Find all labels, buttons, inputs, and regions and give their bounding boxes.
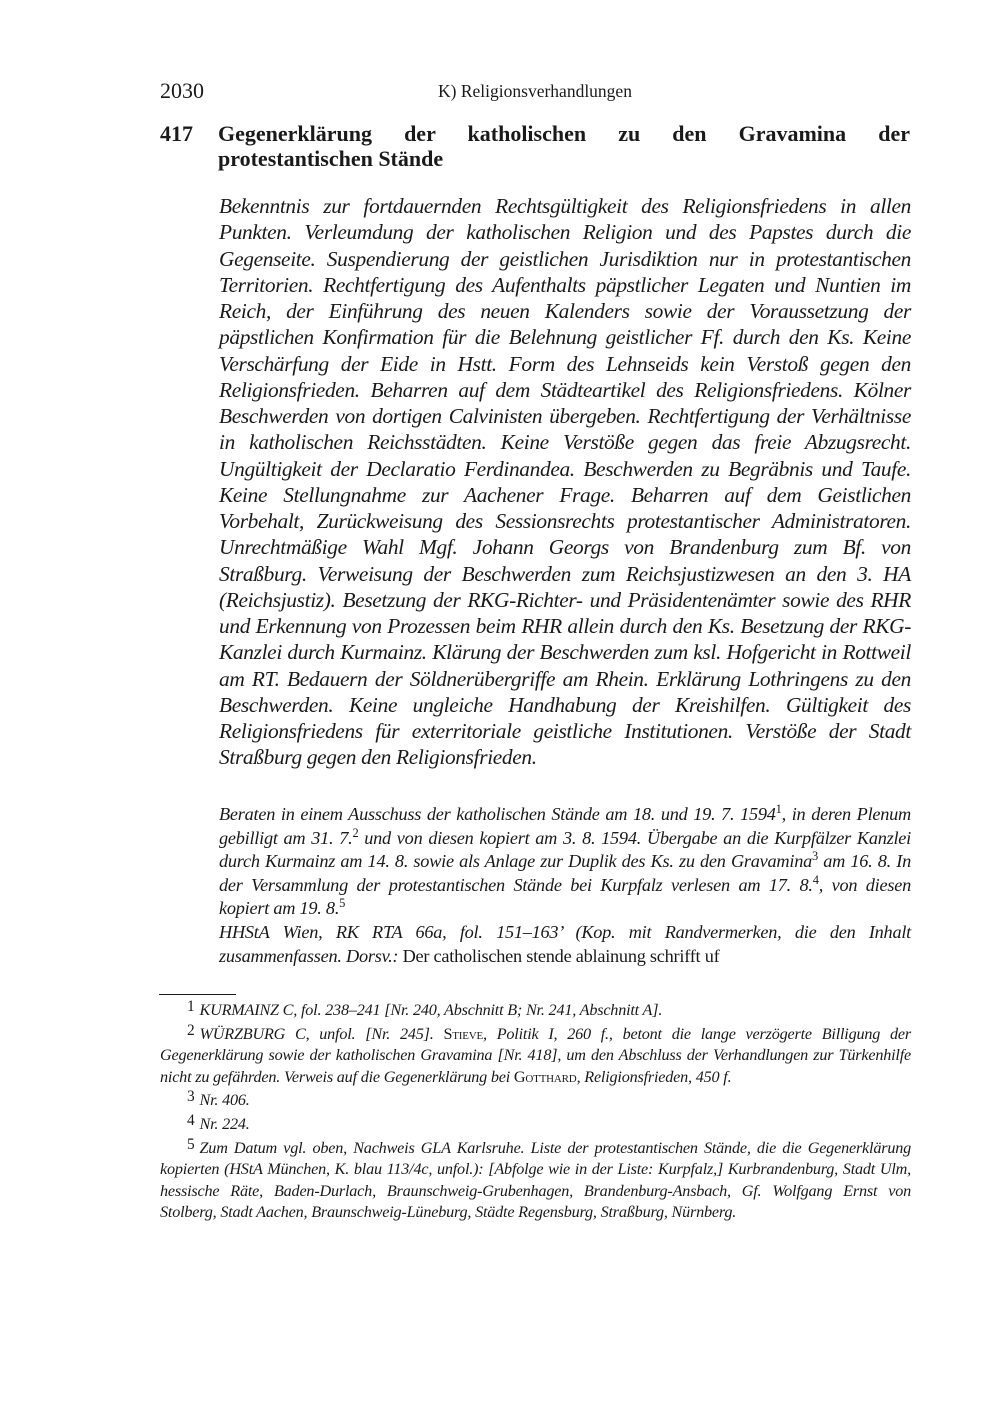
- footnote-text: , Politik I, 260 f., betont die lange verzögerte Billigung der Gegenerklärung sowie der katholischen Gravamina [Nr. 418], um den Abschluss der Verhandlungen zur Türkenhilfe nicht zu gefährden. Verweis auf die Gegenerklärung bei: [160, 1024, 912, 1086]
- footnote-ref-2[interactable]: 2: [352, 825, 359, 840]
- provenance-text: , von diesen kopiert am 19. 8.: [219, 874, 911, 919]
- footnote-ref-4[interactable]: 4: [812, 872, 819, 887]
- provenance-text: Beraten in einem Ausschuss der katholischen Stände am 18. und 19. 7. 1594: [219, 804, 776, 824]
- document-abstract: Bekenntnis zur fortdauernden Rechtsgültigkeit des Religionsfriedens in allen Punkten. Verleumdung der katholischen Religion und des Papstes durch die Gegenseite. Suspendierung der geistlichen Jurisdiktion nur in protestantischen Territorien. Rechtfertigung des Aufenthalts päpstlicher Legaten und Nuntien im Reich, der Einführung des neuen Kalenders sowie der Voraussetzung der päpstlichen Konfirmation für die Belehnung geistlicher Ff. durch den Ks. Keine Verschärfung der Eide in Hstt. Form des Lehnseids kein Verstoß gegen den Religionsfrieden. Beharren auf dem Städteartikel des Religionsfriedens. Kölner Beschwerden von dortigen Calvinisten übergeben. Rechtfertigung der Verhältnisse in katholischen Reichsstädten. Keine Verstöße gegen das freie Abzugsrecht. Ungültigkeit der Declaratio Ferdinandea. Beschwerden zu Begräbnis und Taufe. Keine Stellungnahme zur Aachener Frage. Beharren auf dem Geistlichen Vorbehalt, Zurückweisung des Sessionsrechts protestantischer Administratoren. Unrechtmäßige Wahl Mgf. Johann Georgs von Brandenburg zum Bf. von Straßburg. Verweisung der Beschwerden zum Reichsjustizwesen an den 3. HA (Reichsjustiz). Besetzung der RKG-Richter- und Präsidentenämter sowie des RHR und Erkennung von Prozessen beim RHR allein durch den Ks. Besetzung der RKG-Kanzlei durch Kurmainz. Klärung der Beschwerden zum ksl. Hofgericht in Rottweil am RT. Bedauern der Söldnerübergriffe am Rhein. Erklärung Lothringens zu den Beschwerden. Keine ungleiche Handhabung der Kreishilfen. Gültigkeit des Religionsfriedens für exterritoriale geistliche Institutionen. Verstöße der Stadt Straßburg gegen den Religionsfrieden.: [219, 194, 911, 770]
- footnote-1: [160, 1000, 911, 1022]
- document-title: Gegenerklärung der katholischen zu den Gravamina der protestantischen Stände: [218, 121, 910, 171]
- provenance-block: [219, 803, 911, 968]
- provenance-text: , in deren Plenum gebilligt am 31. 7.: [219, 804, 911, 848]
- footnote-number: 2: [187, 1021, 195, 1039]
- footnote-text: , Religionsfrieden, 450 f.: [576, 1067, 732, 1086]
- footnote-ref-5[interactable]: 5: [339, 896, 346, 911]
- footnote-5: [160, 1135, 911, 1224]
- archival-source: [219, 921, 911, 968]
- author-name: Stieve: [443, 1024, 484, 1043]
- footnote-text: Nr. 224.: [199, 1114, 250, 1133]
- footnote-number: 3: [187, 1088, 195, 1106]
- dorsal-note: Der catholischen stende ablainung schrifft uf: [398, 945, 720, 966]
- archival-citation: HHStA Wien, RK RTA 66a, fol. 151–163’ (Kop. mit Randvermerken, die den Inhalt zusammenfassen. Dorsv.:: [219, 921, 911, 966]
- footnote-divider: [159, 994, 236, 995]
- author-name: Gotthard: [513, 1067, 577, 1086]
- running-title: K) Religionsverhandlungen: [438, 81, 632, 101]
- footnote-text: WÜRZBURG C, unfol. [Nr. 245].: [199, 1024, 444, 1043]
- running-header: [160, 78, 910, 106]
- footnote-number: 5: [187, 1135, 195, 1153]
- footnote-number: 1: [187, 998, 195, 1015]
- footnote-ref-3[interactable]: 3: [812, 849, 818, 864]
- footnote-text: Nr. 406.: [199, 1091, 250, 1110]
- provenance-text: und von diesen kopiert am 3. 8. 1594. Übergabe an die Kurpfälzer Kanzlei durch Kurmainz am 14. 8. sowie als Anlage zur Duplik des Ks. zu den Gravamina: [219, 827, 911, 872]
- page-number: 2030: [160, 78, 204, 103]
- footnote-2: [160, 1021, 912, 1089]
- provenance-history: [219, 803, 911, 921]
- footnote-ref-1[interactable]: 1: [775, 802, 782, 817]
- footnote-text: KURMAINZ C, fol. 238–241 [Nr. 240, Abschnitt B; Nr. 241, Abschnitt A].: [199, 1001, 663, 1019]
- provenance-text: am 16. 8. In der Versammlung der protestantischen Stände bei Kurpfalz verlesen am 17. 8.: [219, 851, 911, 895]
- footnote-4: [160, 1111, 911, 1136]
- footnote-number: 4: [187, 1111, 195, 1129]
- footnotes: [160, 1000, 911, 1226]
- footnote-text: Zum Datum vgl. oben, Nachweis GLA Karlsruhe. Liste der protestantischen Stände, die die Gegenerklärung kopierten (HStA München, K. blau 113/4c, unfol.): [Abfolge wie in der Liste: Kurpfalz,] Kurbrandenburg, Stadt Ulm, hessische Räte, Baden-Durlach, Braunschweig-Grubenhagen, Brandenburg-Ansbach, Gf. Wolfgang Ernst von Stolberg, Stadt Aachen, Braunschweig-Lüneburg, Städte Regensburg, Straßburg, Nürnberg.: [160, 1138, 911, 1222]
- footnote-3: [160, 1090, 911, 1112]
- document-number: 417: [160, 121, 193, 146]
